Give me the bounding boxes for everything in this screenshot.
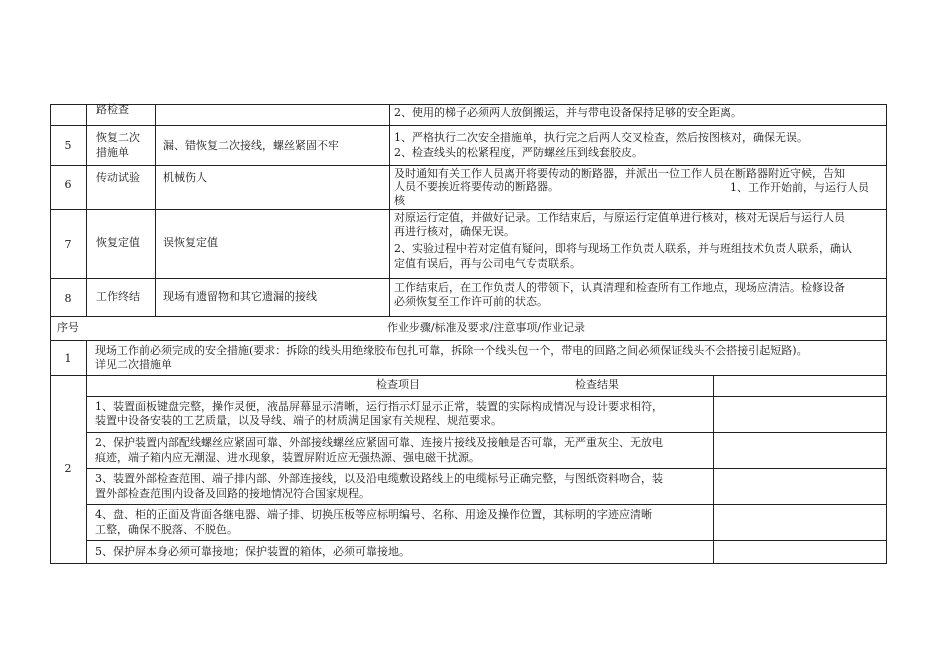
check-item-text: 工整，确保不脱落、不脱色。 [95, 523, 238, 536]
step-text: 详见二次措施单 [95, 358, 172, 371]
step-name: 恢复二次 [96, 131, 140, 144]
step-name: 措施单 [96, 146, 129, 159]
check-item-text: 5、保护屏本身必须可靠接地；保护装置的箱体，必须可靠接地。 [95, 545, 410, 558]
step-name: 传动试验 [96, 171, 140, 184]
header-content: 作业步骤/标准及要求/注意事项/作业记录 [386, 321, 586, 334]
col-header-item: 检查项目 [376, 378, 420, 391]
check-item-text: 置外部检查范围内设备及回路的接地情况符合国家规程。 [95, 487, 370, 500]
col-header-result: 检查结果 [575, 378, 619, 391]
row-seq: 7 [64, 238, 72, 251]
row-seq: 1 [64, 352, 72, 365]
measure-text: 对原运行定值，并做好记录。工作结束后，与原运行定值单进行核对，核对无误后与运行人员 [394, 211, 845, 224]
step-name: 路检查 [96, 103, 129, 116]
risk-text: 漏、错恢复二次接线，螺丝紧固不牢 [163, 139, 339, 152]
measure-text: 核 [394, 194, 405, 207]
step-name: 恢复定值 [96, 236, 140, 249]
row-seq: 5 [64, 139, 72, 152]
measure-text: 2、检查线头的松紧程度，严防螺丝压到线套胶皮。 [394, 146, 643, 159]
check-item-text: 2、保护装置内部配线螺丝应紧固可靠、外部接线螺丝应紧固可靠、连接片接线及接触是否可靠，无严重灰尘、无放电 [95, 436, 663, 449]
check-item-text: 4、盘、柜的正面及背面各继电器、端子排、切换压板等应标明编号、名称、用途及操作位置，其标明的字迹应清晰 [95, 508, 652, 521]
measure-text: 2、使用的梯子必须两人放倒搬运，并与带电设备保持足够的安全距离。 [394, 106, 742, 119]
measure-text: 1、工作开始前，与运行人员 [730, 181, 869, 194]
check-item-text: 痕迹，端子箱内应无潮湿、进水现象，装置屏附近应无强热源、强电磁干扰源。 [95, 451, 480, 464]
risk-text: 现场有遗留物和其它遗漏的接线 [163, 290, 317, 303]
row-seq: 8 [64, 292, 72, 305]
risk-text: 误恢复定值 [163, 236, 218, 249]
row-seq: 2 [64, 462, 72, 475]
step-name: 工作终结 [96, 290, 140, 303]
measure-text: 1、严格执行二次安全措施单，执行完之后两人交叉检查，然后按图核对，确保无误。 [394, 131, 808, 144]
measure-text: 工作结束后，在工作负责人的带领下，认真清理和检查所有工作地点，现场应清洁。检修设备 [394, 281, 845, 294]
header-seq: 序号 [57, 321, 79, 334]
step-text: 现场工作前必须完成的安全措施(要求：拆除的线头用绝缘胶布包扎可靠，拆除一个线头包一个，带电的回路之间必须保证线头不会搭接引起短路)。 [95, 344, 808, 357]
check-item-text: 3、装置外部检查范围、端子排内部、外部连接线，以及沿电缆敷设路线上的电缆标号正确完整，与图纸资料吻合，装 [95, 472, 663, 485]
check-item-text: 1、装置面板键盘完整，操作灵便，液晶屏幕显示清晰，运行指示灯显示正常，装置的实际构成情况与设计要求相符， [95, 400, 663, 413]
measure-text: 再进行核对，确保无误。 [394, 225, 515, 238]
measure-text: 2、实验过程中若对定值有疑问，即将与现场工作负责人联系，并与班组技术负责人联系，确认 [394, 242, 852, 255]
measure-text: 人员不要挨近将要传动的断路器。 [394, 180, 559, 193]
measure-text: 及时通知有关工作人员离开将要传动的断路器，并派出一位工作人员在断路器附近守候，告知 [394, 167, 845, 180]
check-item-text: 装置中设备安装的工艺质量，以及导线、端子的材质满足国家有关规程、规范要求。 [95, 414, 502, 427]
row-seq: 6 [64, 178, 72, 191]
measure-text: 定值有误后，再与公司电气专责联系。 [394, 257, 581, 270]
risk-text: 机械伤人 [163, 171, 207, 184]
measure-text: 必须恢复至工作许可前的状态。 [394, 295, 548, 308]
